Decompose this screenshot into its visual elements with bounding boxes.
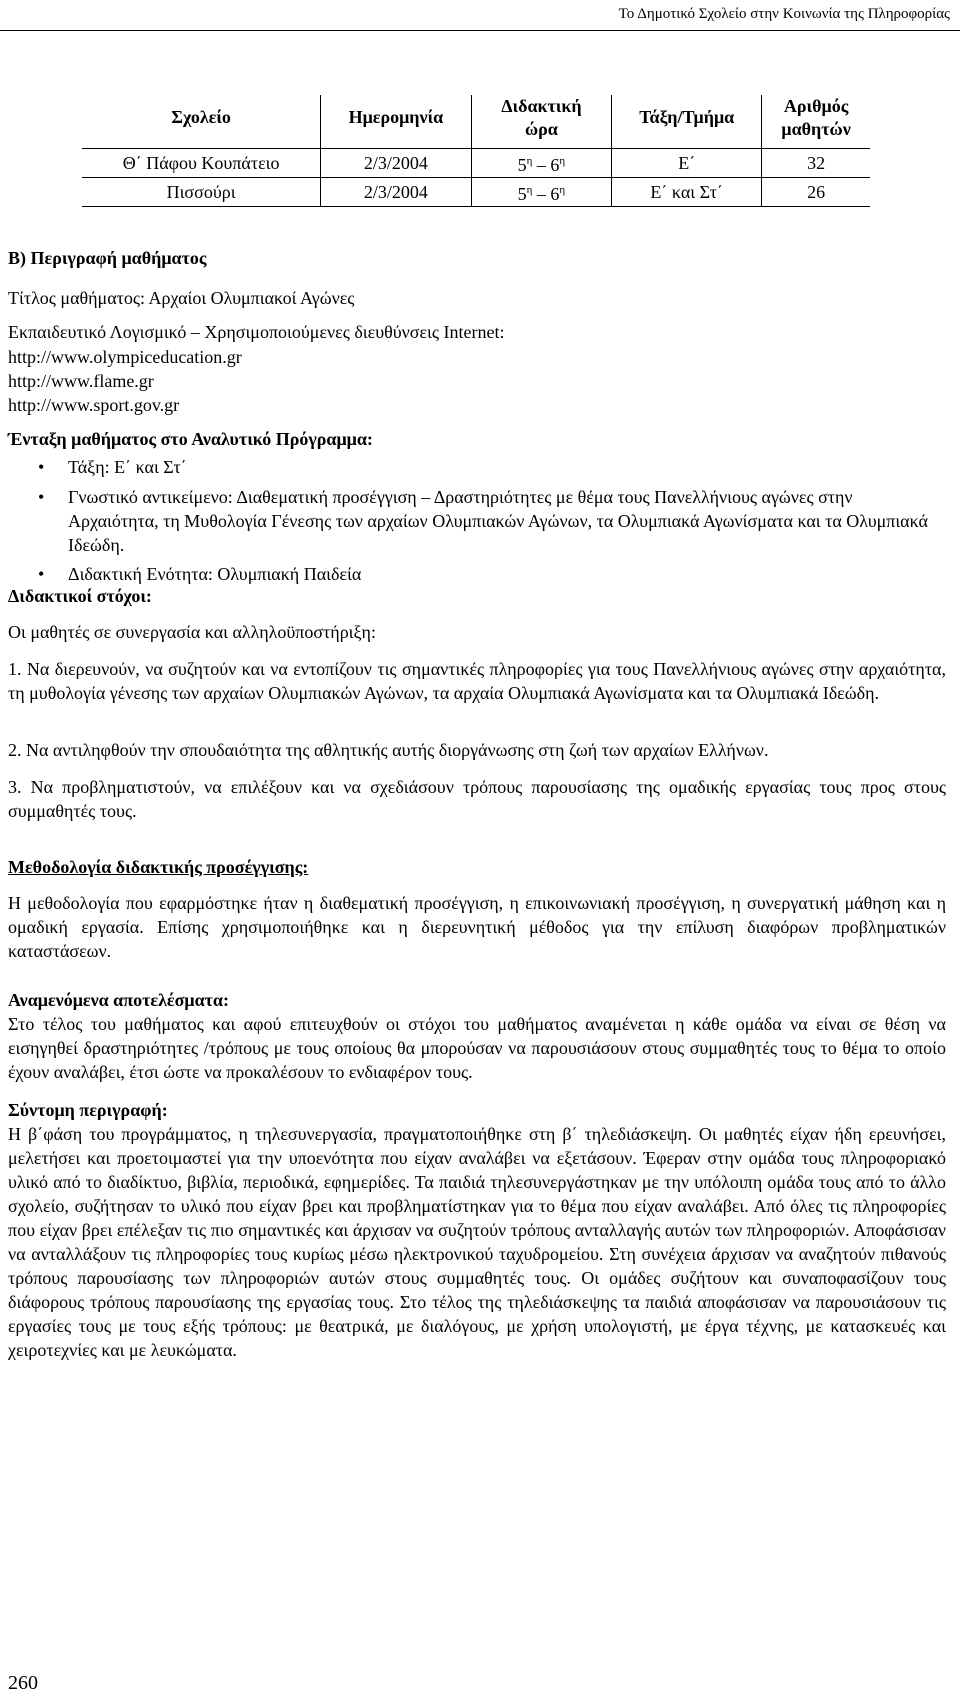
list-item: • Τάξη: Ε΄ και Στ΄ [38,455,946,479]
col-header-hour-text: Διδακτική ώρα [501,96,582,139]
cell-hour [471,149,612,178]
lesson-title-line: Τίτλος μαθήματος: Αρχαίοι Ολυμπιακοί Αγώνες [8,288,355,308]
goals-intro: Οι μαθητές σε συνεργασία και αλληλοϋποστήριξη: [8,622,376,642]
outcomes-text: Στο τέλος του μαθήματος και αφού επιτευχθούν οι στόχοι του μαθήματος αναμένεται η κάθε ομάδα να είναι σε θέση να εισηγηθεί δραστηριότητες /τρόπους με τους οποίους θα μπορούσαν να παρουσιάσουν στους συμμαθητές τους το θέμα το οποίο έχουν αναλάβει, έτσι ώστε να προκαλέσουν το ενδιαφέρον τους. [8,1014,946,1082]
hour-start-suffix: η [526,184,533,196]
hour-separator: – [532,184,551,204]
summary-heading: Σύντομη περιγραφή: [8,1100,168,1120]
url-link[interactable]: http://www.olympiceducation.gr [8,347,242,367]
list-item: • Διδακτική Ενότητα: Ολυμπιακή Παιδεία [38,562,946,586]
list-item: • Γνωστικό αντικείμενο: Διαθεματική προσέγγιση – Δραστηριότητες με θέμα τους Πανελλήνιους αγώνες στην Αρχαιότητα, τη Μυθολογία Γένεσης των αρχαίων Ολυμπιακών Αγώνων, τα Ολυμπιακά Αγωνίσματα και τα Ολυμπιακά Ιδεώδη. [38,485,946,557]
hour-separator: – [532,155,551,175]
cell-students: 26 [762,178,870,207]
goals-heading: Διδακτικοί στόχοι: [8,586,152,606]
cell-hour [471,178,612,207]
table-row [82,178,870,207]
cell-date: 2/3/2004 [321,149,471,178]
url-link[interactable]: http://www.sport.gov.gr [8,395,180,415]
cell-class: Ε΄ [612,149,762,178]
goal-item: 3. Να προβληματιστούν, να επιλέξουν και να σχεδιάσουν τρόπους παρουσίασης της ομαδικής εργασίας τους προς στους συμμαθητές τους. [8,777,946,821]
hour-start-suffix: η [526,155,533,167]
col-header-hour [471,95,612,149]
cell-school: Πισσούρι [82,178,321,207]
software-line: Εκπαιδευτικό Λογισμικό – Χρησιμοποιούμενες διευθύνσεις Internet: [8,322,505,342]
goal-item: 2. Να αντιληφθούν την σπουδαιότητα της αθλητικής αυτής διοργάνωσης στη ζωή των αρχαίων Ελλήνων. [8,740,769,760]
curriculum-list [38,455,946,586]
running-header: Το Δημοτικό Σχολείο στην Κοινωνία της Πληροφορίας [618,6,950,22]
page-number: 260 [8,1672,38,1694]
cell-date: 2/3/2004 [321,178,471,207]
hour-end-suffix: η [559,184,566,196]
section-b-heading: Β) Περιγραφή μαθήματος [8,248,207,268]
col-header-date: Ημερομηνία [321,95,471,149]
col-header-students [762,95,870,149]
outcomes-heading: Αναμενόμενα αποτελέσματα: [8,990,229,1010]
col-header-school: Σχολείο [171,107,231,128]
curriculum-heading: Ένταξη μαθήματος στο Αναλυτικό Πρόγραμμα: [8,429,373,449]
hour-end: 6 [550,155,560,175]
hour-start: 5 [517,184,527,204]
cell-school: Θ΄ Πάφου Κουπάτειο [82,149,321,178]
goal-item: 1. Να διερευνούν, να συζητούν και να εντοπίζουν τις σημαντικές πληροφορίες για τους Πανελλήνιους αγώνες στην αρχαιότητα, τη μυθολογία γένεσης των αρχαίων Ολυμπιακών Αγώνων, τα αρχαία Ολυμπιακά Αγωνίσματα και τα Ολυμπιακά Ιδεώδη. [8,659,946,703]
summary-text: Η β΄φάση του προγράμματος, η τηλεσυνεργασία, πραγματοποιήθηκε στη β΄ τηλεδιάσκεψη. Οι μαθητές είχαν ήδη ερευνήσει, μελετήσει και προετοιμαστεί για την υποενότητα που είχαν αναλάβει να εξετάσουν. Έφεραν στην ομάδα τους πληροφοριακό υλικό από το διαδίκτυο, βιβλία, περιοδικά, εφημερίδες. Τα παιδιά τηλεσυνεργάστηκαν με την υπόλοιπη ομάδα τους από το άλλο σχολείο, συζήτησαν το υλικό που είχαν βρει και προβληματίστηκαν για το θέμα που είχαν αναλάβει. Από όλες τις πληροφορίες που είχαν βρει επέλεξαν τις πιο σημαντικές και άρχισαν να συζητούν τρόπους ανταλλαγής αυτών των πληροφοριών. Αποφάσισαν να ανταλλάξουν τις πληροφορίες τους κυρίως μέσω ηλεκτρονικού ταχυδρομείου. Στη συνέχεια άρχισαν να αναζητούν πιθανούς τρόπους παρουσίασης των πληροφοριών αυτών στους συμμαθητές τους. Οι ομάδες συζήτουν και συναποφασίζουν τους διάφορους τρόπους παρουσίασης της εργασίας τους. Στο τέλος της τηλεδιάσκεψης τα παιδιά αποφάσισαν να παρουσιάσουν τις εργασίες τους με τους εξής τρόπους: με θεατρικά, με διαλόγους, με χρήση υπολογιστή, με έργα τέχνης, με κατασκευές και χειροτεχνίες και με λευκώματα. [8,1124,946,1360]
table-row [82,149,870,178]
header-rule [0,30,960,31]
cell-class: Ε΄ και Στ΄ [612,178,762,207]
url-link[interactable]: http://www.flame.gr [8,371,154,391]
col-header-class: Τάξη/Τμήμα [612,95,762,149]
cell-students: 32 [762,149,870,178]
methodology-text: Η μεθοδολογία που εφαρμόστηκε ήταν η διαθεματική προσέγγιση, η επικοινωνιακή προσέγγιση, η συνεργατική μάθηση και η ομαδική εργασία. Επίσης χρησιμοποιήθηκε και η διερευνητική μέθοδος για την επίλυση διαφόρων προβληματικών καταστάσεων. [8,893,946,961]
hour-end: 6 [550,184,560,204]
hour-end-suffix: η [559,155,566,167]
col-header-students-text: Αριθμός μαθητών [781,96,851,139]
methodology-heading: Μεθοδολογία διδακτικής προσέγγισης: [8,857,309,877]
lesson-info-table [82,95,870,207]
hour-start: 5 [517,155,527,175]
